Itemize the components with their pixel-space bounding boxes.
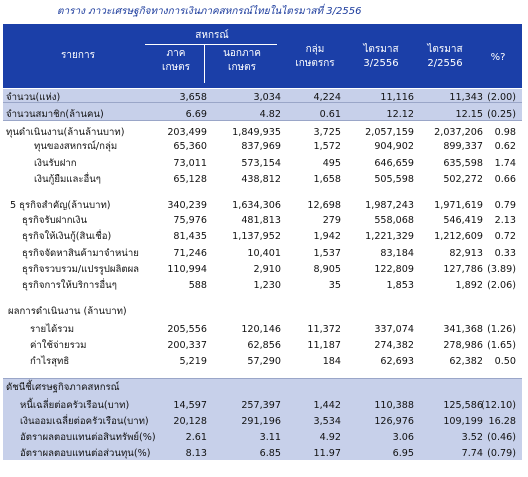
table-cell: 340,239 bbox=[167, 200, 207, 211]
table-cell: 3.52 bbox=[461, 432, 483, 443]
table-cell: 3,658 bbox=[179, 92, 207, 103]
table-cell: (3.89) bbox=[487, 264, 516, 275]
table-cell: 11,372 bbox=[307, 324, 341, 335]
table-cell: 73,011 bbox=[173, 158, 207, 169]
header-underline bbox=[145, 44, 277, 45]
table-cell: 257,397 bbox=[241, 400, 281, 411]
table-cell: 65,360 bbox=[173, 141, 207, 152]
table-cell: 291,196 bbox=[241, 416, 281, 427]
table-cell: 10,401 bbox=[247, 248, 281, 259]
table-cell: 0.66 bbox=[494, 174, 516, 185]
row-label: อัตราผลตอบแทนต่อส่วนทุน(%) bbox=[20, 448, 151, 459]
table-cell: 2.13 bbox=[494, 215, 516, 226]
table-cell: 502,272 bbox=[443, 174, 483, 185]
header-pct: %? bbox=[490, 52, 506, 63]
table-cell: 75,976 bbox=[173, 215, 207, 226]
table-title: ตาราง ภาวะเศรษฐกิจทางการเงินภาคสหกรณ์ไทยในไตรมาสที่ 3/2556 bbox=[57, 6, 362, 17]
table-cell: 2,057,159 bbox=[365, 127, 414, 138]
table-cell: 83,184 bbox=[380, 248, 414, 259]
table-cell: 12,698 bbox=[307, 200, 341, 211]
table-cell: 6.69 bbox=[185, 109, 207, 120]
table-cell: 1.74 bbox=[494, 158, 516, 169]
table-cell: 481,813 bbox=[241, 215, 281, 226]
table-cell: 1,658 bbox=[313, 174, 341, 185]
table-cell: 120,146 bbox=[241, 324, 281, 335]
row-label: เงินกู้ยืมและอื่นๆ bbox=[34, 174, 101, 185]
row-label: ธุรกิจรวบรวม/แปรรูปผลิตผล bbox=[22, 264, 140, 275]
header-nonagri-1: นอกภาค bbox=[223, 48, 261, 59]
table-cell: 8.13 bbox=[185, 448, 207, 459]
table-cell: 122,809 bbox=[374, 264, 414, 275]
table-cell: 1,221,329 bbox=[365, 231, 414, 242]
row-label: ทุนของสหกรณ์/กลุ่ม bbox=[34, 141, 118, 152]
header-q2-1: ไตรมาส bbox=[427, 44, 463, 55]
row-label: ผลการดำเนินงาน (ล้านบาท) bbox=[8, 306, 127, 317]
table-cell: 6.95 bbox=[392, 448, 414, 459]
row-label: 5 ธุรกิจสำคัญ(ล้านบาท) bbox=[10, 200, 111, 211]
header-q3-2: 3/2556 bbox=[363, 58, 399, 69]
row-label: ธุรกิจการให้บริการอื่นๆ bbox=[22, 280, 117, 291]
table-cell: 341,368 bbox=[443, 324, 483, 335]
table-cell: 82,913 bbox=[449, 248, 483, 259]
table-cell: (1.26) bbox=[487, 324, 516, 335]
table-cell: 12.15 bbox=[455, 109, 483, 120]
header-agri-2: เกษตร bbox=[162, 62, 190, 73]
table-cell: 5,219 bbox=[179, 356, 207, 367]
table-cell: 279 bbox=[322, 215, 341, 226]
table-cell: 546,419 bbox=[443, 215, 483, 226]
table-cell: 1,230 bbox=[253, 280, 281, 291]
header-nonagri-2: เกษตร bbox=[228, 62, 256, 73]
table-cell: 184 bbox=[322, 356, 341, 367]
table-cell: 11,187 bbox=[307, 340, 341, 351]
header-farmer-1: กลุ่ม bbox=[305, 44, 325, 55]
table-cell: 3,725 bbox=[313, 127, 341, 138]
row-label: ธุรกิจจัดหาสินค้ามาจำหน่าย bbox=[22, 248, 139, 259]
table-cell: 899,337 bbox=[443, 141, 483, 152]
table-cell: (1.65) bbox=[487, 340, 516, 351]
table-cell: 11,343 bbox=[449, 92, 483, 103]
row-label: รายได้รวม bbox=[30, 324, 75, 335]
row-label: ค่าใช้จ่ายรวม bbox=[30, 340, 87, 351]
table-cell: 62,382 bbox=[449, 356, 483, 367]
row-label: หนี้เฉลี่ยต่อครัวเรือน(บาท) bbox=[20, 400, 130, 411]
row-label: อัตราผลตอบแทนต่อสินทรัพย์(%) bbox=[20, 432, 156, 443]
row-label: เงินออมเฉลี่ยต่อครัวเรือน(บาท) bbox=[20, 416, 149, 427]
table-cell: 3.11 bbox=[259, 432, 281, 443]
row-label: จำนวน(แห่ง) bbox=[6, 92, 61, 103]
table-cell: 0.62 bbox=[494, 141, 516, 152]
table-cell: 127,786 bbox=[443, 264, 483, 275]
row-label: เงินรับฝาก bbox=[34, 158, 77, 169]
table-cell: 573,154 bbox=[241, 158, 281, 169]
header-farmer-2: เกษตรกร bbox=[295, 58, 335, 69]
row-label: ดัชนีชี้เศรษฐกิจภาคสหกรณ์ bbox=[6, 382, 120, 393]
table-cell: 4.92 bbox=[319, 432, 341, 443]
row-label: ธุรกิจให้เงินกู้(สินเชื่อ) bbox=[22, 231, 112, 242]
table-cell: 0.61 bbox=[319, 109, 341, 120]
table-cell: 62,856 bbox=[247, 340, 281, 351]
table-cell: 205,556 bbox=[167, 324, 207, 335]
table-cell: 2.61 bbox=[185, 432, 207, 443]
row-label: ทุนดำเนินงาน(ล้านล้านบาท) bbox=[6, 127, 125, 138]
table-cell: (2.06) bbox=[487, 280, 516, 291]
table-cell: 125,586 bbox=[443, 400, 483, 411]
header-divider bbox=[204, 45, 205, 83]
table-cell: 35 bbox=[328, 280, 341, 291]
table-cell: 1,572 bbox=[313, 141, 341, 152]
table-cell: 71,246 bbox=[173, 248, 207, 259]
table-cell: 0.79 bbox=[494, 200, 516, 211]
table-cell: 0.72 bbox=[494, 231, 516, 242]
table-cell: 0.33 bbox=[494, 248, 516, 259]
table-cell: 200,337 bbox=[167, 340, 207, 351]
table-cell: (0.25) bbox=[487, 109, 516, 120]
table-cell: 1,892 bbox=[455, 280, 483, 291]
header-items: รายการ bbox=[61, 50, 95, 61]
table-cell: 1,987,243 bbox=[365, 200, 414, 211]
row-label: กำไรสุทธิ bbox=[30, 356, 70, 367]
table-cell: 4,224 bbox=[313, 92, 341, 103]
table-cell: 11,116 bbox=[380, 92, 414, 103]
table-cell: 0.50 bbox=[494, 356, 516, 367]
table-cell: 110,388 bbox=[374, 400, 414, 411]
table-cell: 6.85 bbox=[259, 448, 281, 459]
table-cell: 62,693 bbox=[380, 356, 414, 367]
table-cell: 203,499 bbox=[167, 127, 207, 138]
table-cell: 278,986 bbox=[443, 340, 483, 351]
table-cell: 3.06 bbox=[392, 432, 414, 443]
table-cell: 7.74 bbox=[461, 448, 483, 459]
table-cell: 646,659 bbox=[374, 158, 414, 169]
table-cell: 110,994 bbox=[167, 264, 207, 275]
table-cell: 558,068 bbox=[374, 215, 414, 226]
row-separator bbox=[3, 378, 522, 379]
table-cell: (2.00) bbox=[487, 92, 516, 103]
table-cell: 1,634,306 bbox=[232, 200, 281, 211]
table-cell: (0.46) bbox=[487, 432, 516, 443]
table-cell: 438,812 bbox=[241, 174, 281, 185]
table-cell: 12.12 bbox=[386, 109, 414, 120]
table-cell: 81,435 bbox=[173, 231, 207, 242]
table-cell: 1,137,952 bbox=[232, 231, 281, 242]
table-header bbox=[3, 24, 522, 88]
table-cell: 4.82 bbox=[259, 109, 281, 120]
table-cell: 337,074 bbox=[374, 324, 414, 335]
table-cell: 495 bbox=[322, 158, 341, 169]
table-cell: (12.10) bbox=[481, 400, 516, 411]
table-cell: 1,971,619 bbox=[434, 200, 483, 211]
row-label: ธุรกิจรับฝากเงิน bbox=[22, 215, 88, 226]
row-label: จำนวนสมาชิก(ล้านคน) bbox=[6, 109, 104, 120]
table-cell: 588 bbox=[188, 280, 207, 291]
table-cell: 1,849,935 bbox=[232, 127, 281, 138]
header-q3-1: ไตรมาส bbox=[363, 44, 399, 55]
table-cell: 1,442 bbox=[313, 400, 341, 411]
table-cell: 1,942 bbox=[313, 231, 341, 242]
table-cell: 126,976 bbox=[374, 416, 414, 427]
table-cell: 837,969 bbox=[241, 141, 281, 152]
table-cell: (0.79) bbox=[487, 448, 516, 459]
table-cell: 11.97 bbox=[313, 448, 341, 459]
table-cell: 2,910 bbox=[253, 264, 281, 275]
table-cell: 57,290 bbox=[247, 356, 281, 367]
table-cell: 20,128 bbox=[173, 416, 207, 427]
table-cell: 904,902 bbox=[374, 141, 414, 152]
table-cell: 274,382 bbox=[374, 340, 414, 351]
table-cell: 65,128 bbox=[173, 174, 207, 185]
header-q2-2: 2/2556 bbox=[427, 58, 463, 69]
table-cell: 3,534 bbox=[313, 416, 341, 427]
header-agri-1: ภาค bbox=[166, 48, 186, 59]
table-cell: 3,034 bbox=[253, 92, 281, 103]
table-cell: 109,199 bbox=[443, 416, 483, 427]
table-cell: 8,905 bbox=[313, 264, 341, 275]
table-cell: 14,597 bbox=[173, 400, 207, 411]
table-cell: 1,853 bbox=[386, 280, 414, 291]
table-cell: 1,212,609 bbox=[434, 231, 483, 242]
table-cell: 2,037,206 bbox=[434, 127, 483, 138]
table-cell: 635,598 bbox=[443, 158, 483, 169]
header-coop: สหกรณ์ bbox=[195, 30, 229, 41]
table-cell: 16.28 bbox=[488, 416, 516, 427]
table-cell: 1,537 bbox=[313, 248, 341, 259]
table-cell: 0.98 bbox=[494, 127, 516, 138]
table-cell: 505,598 bbox=[374, 174, 414, 185]
